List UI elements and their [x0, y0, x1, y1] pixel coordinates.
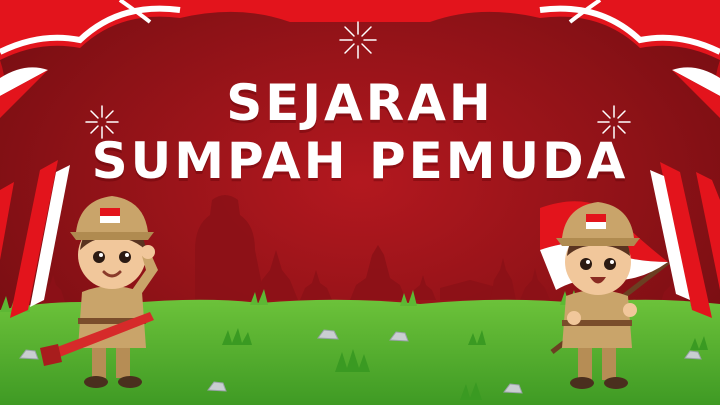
title-line-1: SEJARAH — [226, 74, 494, 132]
title-line-2: SUMPAH PEMUDA — [91, 132, 629, 190]
